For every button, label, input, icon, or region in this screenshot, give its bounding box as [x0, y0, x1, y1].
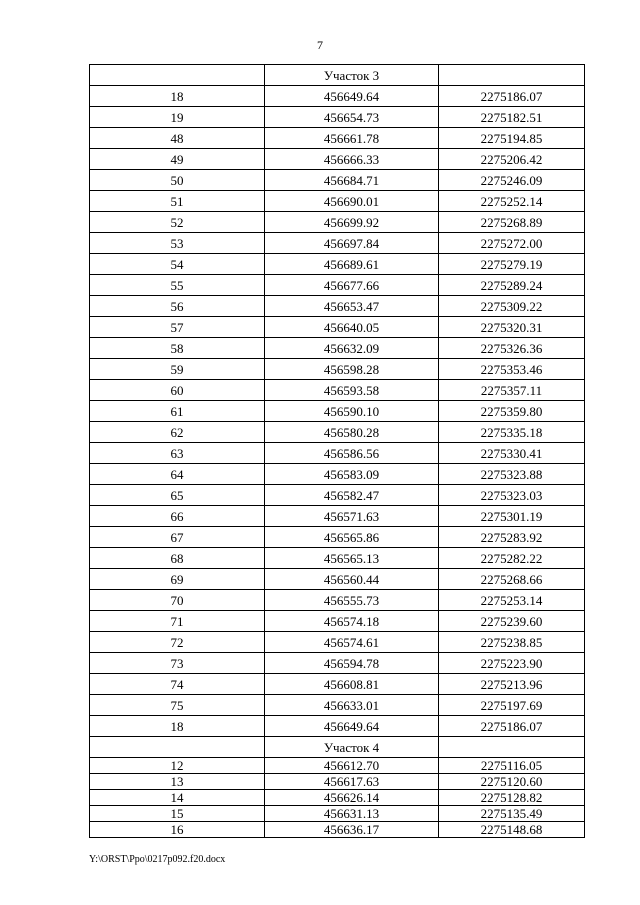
point-number-cell: 74 [90, 674, 265, 695]
point-number-cell: 56 [90, 296, 265, 317]
table-row [90, 275, 585, 296]
point-number-cell: 48 [90, 128, 265, 149]
y-coordinate-cell: 2275359.80 [439, 401, 585, 422]
table-row [90, 149, 585, 170]
y-coordinate-cell: 2275252.14 [439, 191, 585, 212]
table-row [90, 790, 585, 806]
x-coordinate-cell: 456649.64 [265, 716, 439, 737]
point-number-cell: 59 [90, 359, 265, 380]
point-number-cell: 72 [90, 632, 265, 653]
table-row [90, 695, 585, 716]
section-header-empty-cell [439, 65, 585, 86]
footer-file-path: Y:\ORST\Ppo\0217p092.f20.docx [89, 854, 226, 865]
x-coordinate-cell: 456684.71 [265, 170, 439, 191]
x-coordinate-cell: 456590.10 [265, 401, 439, 422]
point-number-cell: 57 [90, 317, 265, 338]
point-number-cell: 68 [90, 548, 265, 569]
table-row [90, 485, 585, 506]
section-header-empty-cell [90, 65, 265, 86]
x-coordinate-cell: 456689.61 [265, 254, 439, 275]
x-coordinate-cell: 456631.13 [265, 806, 439, 822]
table-row [90, 590, 585, 611]
y-coordinate-cell: 2275268.66 [439, 569, 585, 590]
table-row [90, 107, 585, 128]
x-coordinate-cell: 456697.84 [265, 233, 439, 254]
table-row [90, 806, 585, 822]
point-number-cell: 75 [90, 695, 265, 716]
point-number-cell: 65 [90, 485, 265, 506]
section-header-row [90, 65, 585, 86]
x-coordinate-cell: 456580.28 [265, 422, 439, 443]
x-coordinate-cell: 456560.44 [265, 569, 439, 590]
table-row [90, 191, 585, 212]
y-coordinate-cell: 2275301.19 [439, 506, 585, 527]
y-coordinate-cell: 2275182.51 [439, 107, 585, 128]
table-row [90, 170, 585, 191]
y-coordinate-cell: 2275335.18 [439, 422, 585, 443]
y-coordinate-cell: 2275197.69 [439, 695, 585, 716]
y-coordinate-cell: 2275323.88 [439, 464, 585, 485]
table-row [90, 822, 585, 838]
page-number: 7 [317, 38, 323, 52]
y-coordinate-cell: 2275283.92 [439, 527, 585, 548]
x-coordinate-cell: 456661.78 [265, 128, 439, 149]
x-coordinate-cell: 456571.63 [265, 506, 439, 527]
x-coordinate-cell: 456654.73 [265, 107, 439, 128]
point-number-cell: 63 [90, 443, 265, 464]
table-row [90, 632, 585, 653]
y-coordinate-cell: 2275272.00 [439, 233, 585, 254]
point-number-cell: 55 [90, 275, 265, 296]
point-number-cell: 64 [90, 464, 265, 485]
x-coordinate-cell: 456633.01 [265, 695, 439, 716]
table-row [90, 548, 585, 569]
y-coordinate-cell: 2275213.96 [439, 674, 585, 695]
point-number-cell: 66 [90, 506, 265, 527]
y-coordinate-cell: 2275135.49 [439, 806, 585, 822]
table-row [90, 128, 585, 149]
x-coordinate-cell: 456649.64 [265, 86, 439, 107]
point-number-cell: 52 [90, 212, 265, 233]
y-coordinate-cell: 2275323.03 [439, 485, 585, 506]
point-number-cell: 70 [90, 590, 265, 611]
y-coordinate-cell: 2275289.24 [439, 275, 585, 296]
table-row [90, 674, 585, 695]
point-number-cell: 53 [90, 233, 265, 254]
y-coordinate-cell: 2275268.89 [439, 212, 585, 233]
point-number-cell: 69 [90, 569, 265, 590]
table-row [90, 653, 585, 674]
y-coordinate-cell: 2275186.07 [439, 716, 585, 737]
y-coordinate-cell: 2275120.60 [439, 774, 585, 790]
table-row [90, 338, 585, 359]
point-number-cell: 18 [90, 86, 265, 107]
x-coordinate-cell: 456666.33 [265, 149, 439, 170]
y-coordinate-cell: 2275194.85 [439, 128, 585, 149]
y-coordinate-cell: 2275282.22 [439, 548, 585, 569]
point-number-cell: 58 [90, 338, 265, 359]
x-coordinate-cell: 456598.28 [265, 359, 439, 380]
table-row [90, 401, 585, 422]
point-number-cell: 13 [90, 774, 265, 790]
table-row [90, 380, 585, 401]
table-row [90, 254, 585, 275]
x-coordinate-cell: 456612.70 [265, 758, 439, 774]
point-number-cell: 19 [90, 107, 265, 128]
table-row [90, 527, 585, 548]
point-number-cell: 62 [90, 422, 265, 443]
table-row [90, 758, 585, 774]
y-coordinate-cell: 2275279.19 [439, 254, 585, 275]
point-number-cell: 73 [90, 653, 265, 674]
y-coordinate-cell: 2275148.68 [439, 822, 585, 838]
table-row [90, 422, 585, 443]
point-number-cell: 14 [90, 790, 265, 806]
point-number-cell: 18 [90, 716, 265, 737]
table-row [90, 569, 585, 590]
point-number-cell: 49 [90, 149, 265, 170]
x-coordinate-cell: 456565.13 [265, 548, 439, 569]
y-coordinate-cell: 2275186.07 [439, 86, 585, 107]
point-number-cell: 60 [90, 380, 265, 401]
table-row [90, 774, 585, 790]
y-coordinate-cell: 2275238.85 [439, 632, 585, 653]
point-number-cell: 16 [90, 822, 265, 838]
y-coordinate-cell: 2275330.41 [439, 443, 585, 464]
point-number-cell: 61 [90, 401, 265, 422]
section-header-empty-cell [90, 737, 265, 758]
point-number-cell: 15 [90, 806, 265, 822]
y-coordinate-cell: 2275206.42 [439, 149, 585, 170]
x-coordinate-cell: 456690.01 [265, 191, 439, 212]
x-coordinate-cell: 456699.92 [265, 212, 439, 233]
x-coordinate-cell: 456582.47 [265, 485, 439, 506]
table-row [90, 464, 585, 485]
x-coordinate-cell: 456586.56 [265, 443, 439, 464]
table-row [90, 506, 585, 527]
table-row [90, 716, 585, 737]
table-row [90, 611, 585, 632]
y-coordinate-cell: 2275353.46 [439, 359, 585, 380]
coordinates-table [89, 64, 585, 838]
x-coordinate-cell: 456565.86 [265, 527, 439, 548]
x-coordinate-cell: 456617.63 [265, 774, 439, 790]
y-coordinate-cell: 2275223.90 [439, 653, 585, 674]
x-coordinate-cell: 456608.81 [265, 674, 439, 695]
section-title: Участок 3 [265, 65, 439, 86]
x-coordinate-cell: 456574.61 [265, 632, 439, 653]
y-coordinate-cell: 2275326.36 [439, 338, 585, 359]
table-row [90, 359, 585, 380]
table-row [90, 317, 585, 338]
x-coordinate-cell: 456636.17 [265, 822, 439, 838]
x-coordinate-cell: 456594.78 [265, 653, 439, 674]
section-header-empty-cell [439, 737, 585, 758]
x-coordinate-cell: 456653.47 [265, 296, 439, 317]
y-coordinate-cell: 2275128.82 [439, 790, 585, 806]
x-coordinate-cell: 456640.05 [265, 317, 439, 338]
y-coordinate-cell: 2275309.22 [439, 296, 585, 317]
y-coordinate-cell: 2275239.60 [439, 611, 585, 632]
x-coordinate-cell: 456574.18 [265, 611, 439, 632]
x-coordinate-cell: 456626.14 [265, 790, 439, 806]
x-coordinate-cell: 456677.66 [265, 275, 439, 296]
y-coordinate-cell: 2275246.09 [439, 170, 585, 191]
point-number-cell: 67 [90, 527, 265, 548]
point-number-cell: 12 [90, 758, 265, 774]
point-number-cell: 50 [90, 170, 265, 191]
table-row [90, 443, 585, 464]
y-coordinate-cell: 2275357.11 [439, 380, 585, 401]
point-number-cell: 51 [90, 191, 265, 212]
table-row [90, 212, 585, 233]
table-row [90, 296, 585, 317]
y-coordinate-cell: 2275116.05 [439, 758, 585, 774]
point-number-cell: 71 [90, 611, 265, 632]
coordinates-table-body [90, 65, 585, 838]
y-coordinate-cell: 2275320.31 [439, 317, 585, 338]
section-title: Участок 4 [265, 737, 439, 758]
table-row [90, 86, 585, 107]
x-coordinate-cell: 456583.09 [265, 464, 439, 485]
x-coordinate-cell: 456555.73 [265, 590, 439, 611]
table-row [90, 233, 585, 254]
x-coordinate-cell: 456593.58 [265, 380, 439, 401]
y-coordinate-cell: 2275253.14 [439, 590, 585, 611]
point-number-cell: 54 [90, 254, 265, 275]
section-header-row [90, 737, 585, 758]
x-coordinate-cell: 456632.09 [265, 338, 439, 359]
